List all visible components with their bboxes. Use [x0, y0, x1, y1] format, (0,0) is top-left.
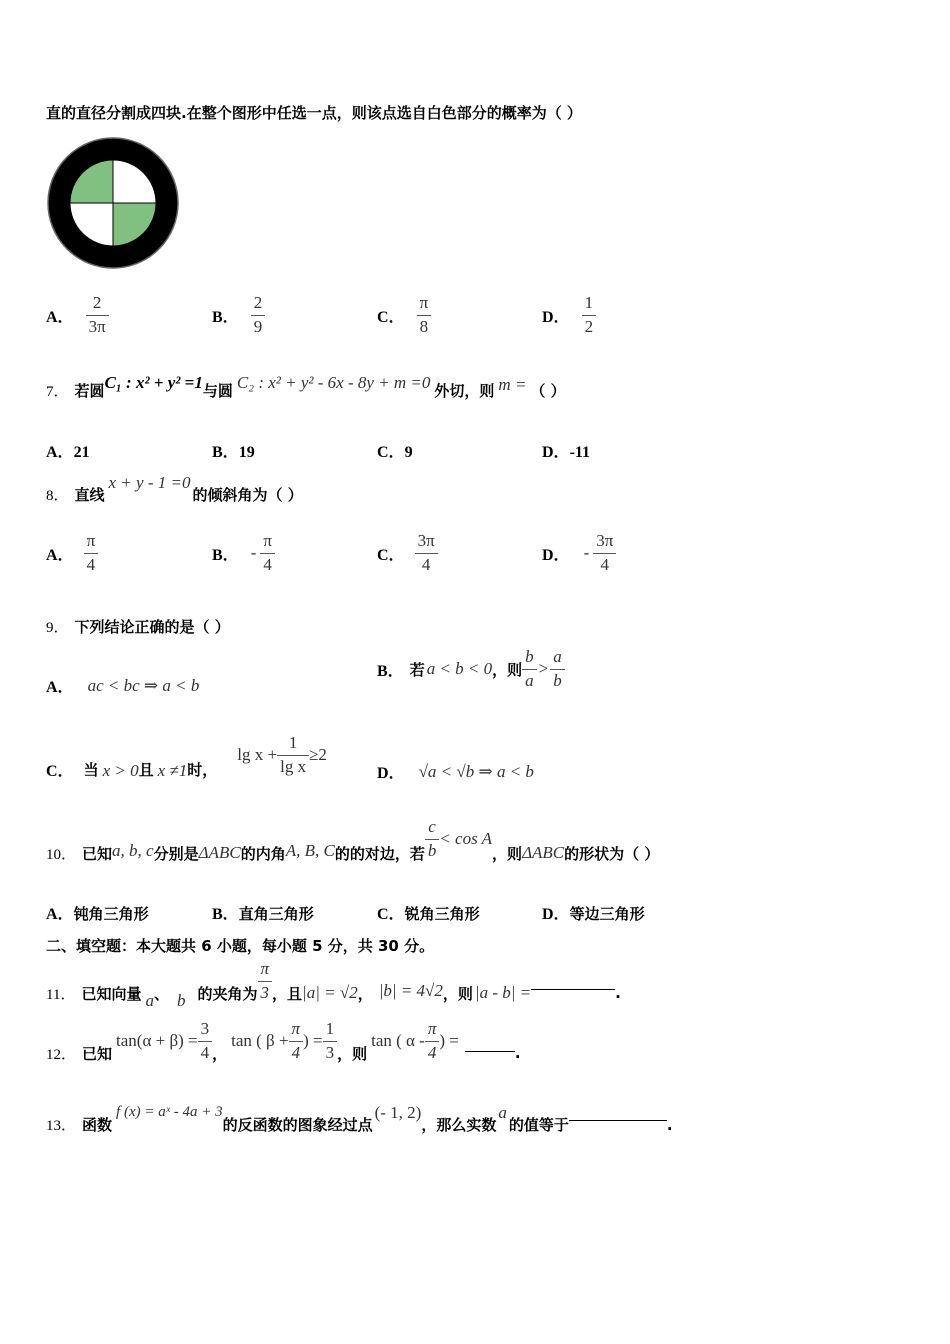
fraction: $\frac{a}{b}$ [550, 648, 565, 690]
q10-option-c[interactable]: C．锐角三角形 [377, 905, 480, 923]
fraction: $\frac{2}{9}$ [251, 294, 266, 336]
q6-option-b[interactable]: B． $\frac{2}{9}$ [212, 294, 265, 336]
q7-option-b[interactable]: B．19 [212, 444, 255, 461]
q10-option-b[interactable]: B．直角三角形 [212, 905, 314, 923]
fraction: $\frac{\pi}{3}$ [258, 960, 273, 1002]
fraction: $\frac{\pi}{4}$ [425, 1020, 440, 1062]
fraction: $\frac{\pi}{8}$ [417, 294, 432, 336]
q9-option-a[interactable]: A． ac < bc ⇒ a < b [46, 675, 200, 696]
fraction: $\frac{b}{a}$ [522, 648, 537, 690]
fraction: $\frac{1}{3}$ [323, 1020, 338, 1062]
q9-option-d[interactable]: D． √a < √b ⇒ a < b [377, 761, 534, 782]
fraction: $\frac{3\pi}{4}$ [593, 532, 616, 574]
fraction: $\frac{c}{b}$ [425, 818, 440, 860]
q11-stem: 11． 已知向量 a 、 b 的夹角为 $\frac{\pi}{3}$ ，且 |a| = √2 ， |b| = 4√2 ，则 |a - b| = . [46, 959, 621, 1011]
q8-option-d[interactable]: D． - $\frac{3\pi}{4}$ [542, 532, 616, 574]
q8-option-c[interactable]: C． $\frac{3\pi}{4}$ [377, 532, 438, 574]
fraction: $\frac{1}{\text{lg x}}$ [277, 734, 309, 776]
fraction: $\frac{2}{3\pi}$ [86, 294, 109, 336]
q8-stem: 8． 直线 x + y - 1 =0 的倾斜角为（ ） [46, 472, 303, 504]
answer-blank[interactable] [531, 989, 615, 990]
q7-option-c[interactable]: C．9 [377, 444, 413, 461]
q10-option-a[interactable]: A．钝角三角形 [46, 905, 149, 923]
q10-stem: 10． 已知 a, b, c 分别是 ΔABC 的内角 A, B, C 的的对边，若 $\frac{c}{b}$ < cos A ，则 ΔABC 的形状为（ ） [46, 817, 660, 863]
q6-option-c[interactable]: C． $\frac{\pi}{8}$ [377, 294, 431, 336]
q9-option-c[interactable]: C． 当 x > 0 且 x ≠1 时， lg x + $\frac{1}{\text{lg x}}$ ≥2 [46, 733, 327, 781]
q10-option-d[interactable]: D．等边三角形 [542, 905, 645, 923]
q6-option-a[interactable]: A． $\frac{2}{3\pi}$ [46, 294, 109, 336]
answer-blank[interactable] [569, 1120, 667, 1121]
fraction: $\frac{\pi}{4}$ [260, 532, 275, 574]
q9-stem: 9． 下列结论正确的是（ ） [46, 618, 230, 636]
q13-stem: 13． 函数 f (x) = aˣ - 4a + 3 的反函数的图象经过点 (- 1, 2) ，那么实数 a 的值等于 . [46, 1102, 673, 1134]
q6-stem: 直的直径分割成四块.在整个图形中任选一点，则该点选自白色部分的概率为（ ） [46, 104, 582, 122]
q6-option-d[interactable]: D． $\frac{1}{2}$ [542, 294, 596, 336]
answer-blank[interactable] [465, 1051, 515, 1052]
target-figure [46, 136, 182, 272]
fraction: $\frac{3\pi}{4}$ [415, 532, 438, 574]
fraction: $\frac{\pi}{4}$ [84, 532, 99, 574]
q12-stem: 12． 已知 tan(α + β) = $\frac{3}{4}$ ， tan ( β + $\frac{\pi}{4}$ ) = $\frac{1}{3}$ ，则 tan ( α - $\frac{\pi}{4}$ ) = . [46, 1019, 521, 1063]
q8-option-b[interactable]: B． - $\frac{\pi}{4}$ [212, 532, 275, 574]
fraction: $\frac{3}{4}$ [198, 1020, 213, 1062]
q7-stem: 7． 若圆 C₁ : x² + y² =1 与圆 C₂ : x² + y² - 6x - 8y + m =0 外切，则 m = （ ） [46, 372, 566, 400]
q8-option-a[interactable]: A． $\frac{\pi}{4}$ [46, 532, 98, 574]
q7-option-d[interactable]: D．-11 [542, 444, 591, 461]
fraction: $\frac{\pi}{4}$ [289, 1020, 304, 1062]
q9-option-b[interactable]: B． 若 a < b < 0 ，则 $\frac{b}{a}$ > $\frac{a}{b}$ [377, 648, 565, 690]
q7-option-a[interactable]: A．21 [46, 444, 90, 461]
fraction: $\frac{1}{2}$ [582, 294, 597, 336]
section-heading: 二、填空题：本大题共 6 小题，每小题 5 分，共 30 分。 [46, 937, 435, 955]
